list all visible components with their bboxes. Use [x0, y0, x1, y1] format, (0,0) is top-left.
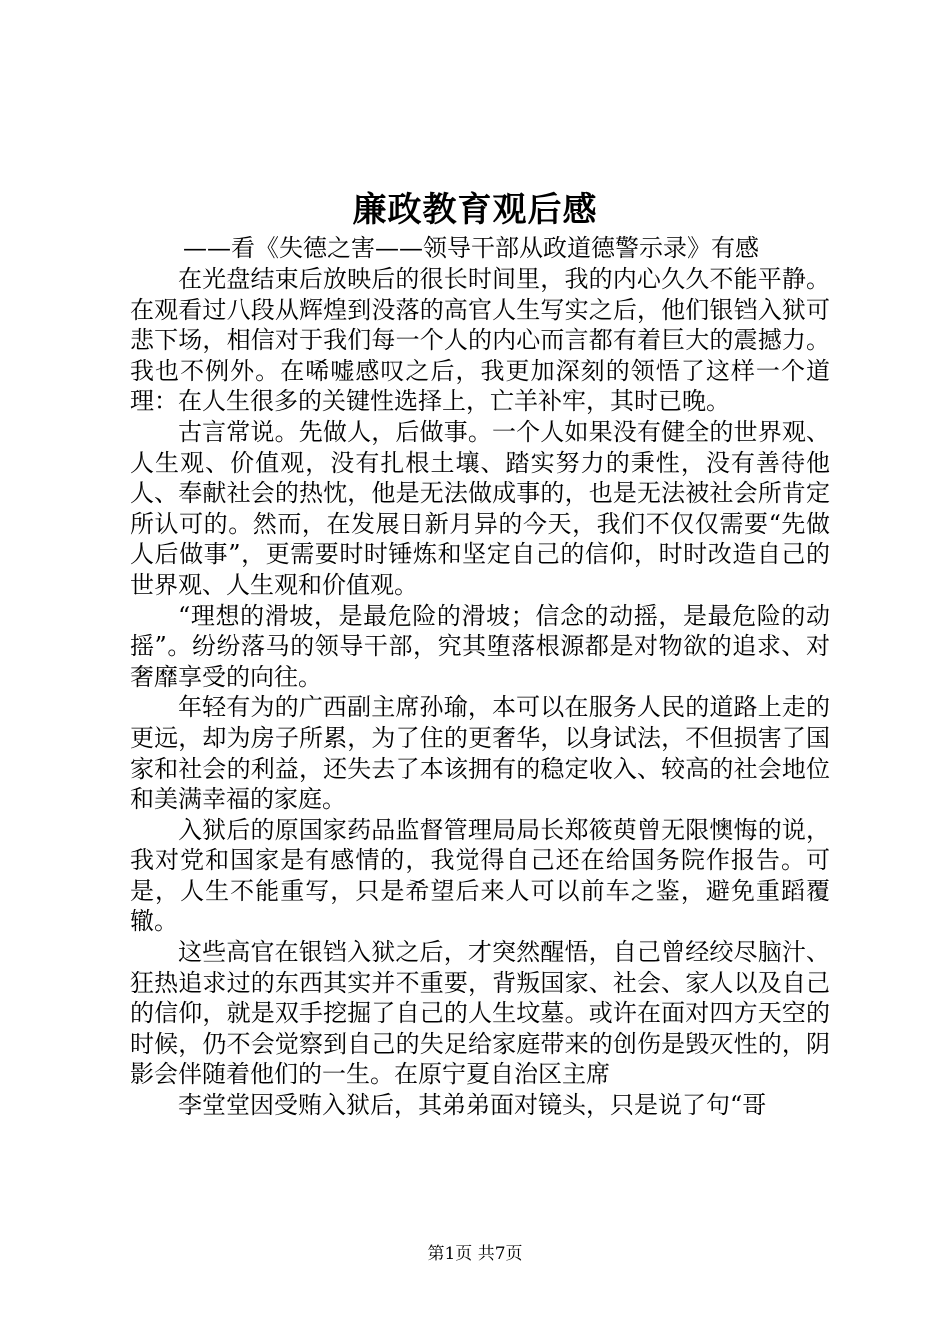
page-title: 廉政教育观后感 [352, 190, 598, 230]
document-body [130, 264, 830, 1121]
paragraph: 古言常说。先做人，后做事。一个人如果没有健全的世界观、人生观、价值观，没有扎根土壤、踏实努力的秉性，没有善待他人、奉献社会的热忱，他是无法做成事的，也是无法被社会所肯定所认可的。然而，在发展日新月异的今天，我们不仅仅需要“先做人后做事”，更需要时时锤炼和坚定自己的信仰，时时改造自己的世界观、人生观和价值观。 [130, 417, 830, 599]
paragraph: 这些高官在银铛入狱之后，才突然醒悟，自己曾经绞尽脑汁、狂热追求过的东西其实并不重要，背叛国家、社会、家人以及自己的信仰，就是双手挖掘了自己的人生坟墓。或许在面对四方天空的时候，仍不会觉察到自己的失足给家庭带来的创伤是毁灭性的，阴影会伴随着他们的一生。在原宁夏自治区主席 [130, 938, 830, 1089]
subtitle: ——看《失德之害——领导干部从政道德警示录》有感 [183, 234, 759, 262]
paragraph: 在光盘结束后放映后的很长时间里，我的内心久久不能平静。在观看过八段从辉煌到没落的高官人生写实之后，他们银铛入狱可悲下场，相信对于我们每一个人的内心而言都有着巨大的震撼力。我也不例外。在唏嘘感叹之后，我更加深刻的领悟了这样一个道理：在人生很多的关键性选择上，亡羊补牢，其时已晚。 [130, 265, 830, 416]
paragraph: 年轻有为的广西副主席孙瑜，本可以在服务人民的道路上走的更远，却为房子所累，为了住的更奢华，以身试法，不但损害了国家和社会的利益，还失去了本该拥有的稳定收入、较高的社会地位和美满幸福的家庭。 [130, 693, 830, 814]
page-footer: 第1页 共7页 [427, 1244, 523, 1264]
paragraph: 入狱后的原国家药品监督管理局局长郑筱萸曾无限懊悔的说，我对党和国家是有感情的，我觉得自己还在给国务院作报告。可是，人生不能重写，只是希望后来人可以前车之鉴，避免重蹈覆辙。 [130, 815, 830, 936]
paragraph: 李堂堂因受贿入狱后，其弟弟面对镜头，只是说了句“哥 [178, 1091, 767, 1120]
paragraph: “理想的滑坡，是最危险的滑坡；信念的动摇，是最危险的动摇”。纷纷落马的领导干部，究其堕落根源都是对物欲的追求、对奢靡享受的向往。 [130, 601, 830, 691]
